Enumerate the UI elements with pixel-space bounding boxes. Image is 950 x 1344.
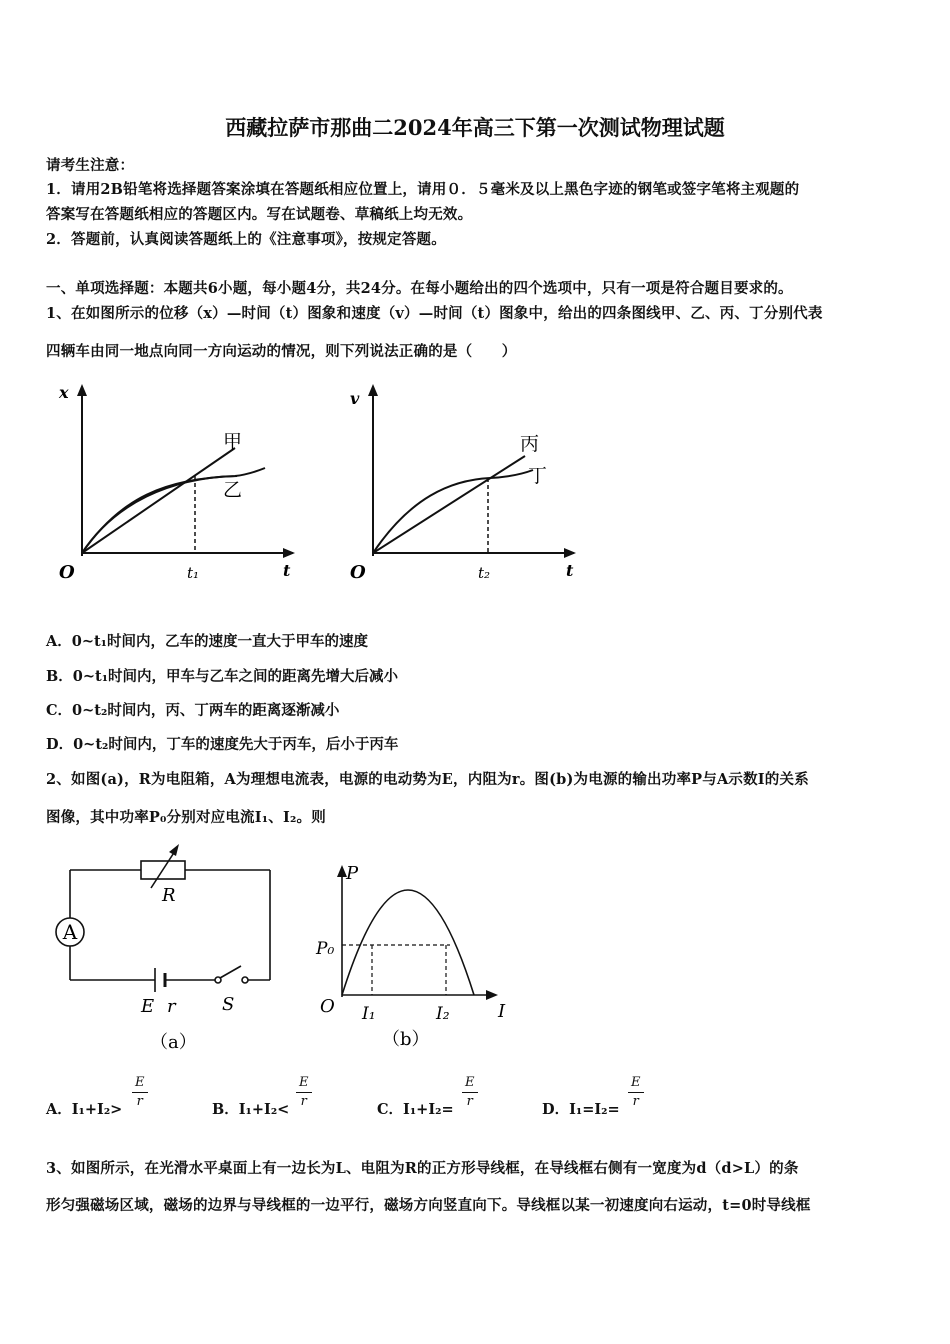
q2-circuit-diagram: [45, 830, 285, 1060]
i1-label: I₁: [362, 1004, 376, 1024]
ammeter-label: A: [62, 920, 78, 944]
internal-resistance-label: r: [167, 996, 176, 1017]
q1-option-a[interactable]: A．0~t₁时间内，乙车的速度一直大于甲车的速度: [46, 633, 369, 650]
q1-option-b[interactable]: B．0~t₁时间内，甲车与乙车之间的距离先增大后减小: [46, 668, 399, 685]
q1g1-jia-label: 甲: [223, 431, 243, 453]
q1-option-c[interactable]: C．0~t₂时间内，丙、丁两车的距离逐渐减小: [46, 702, 340, 719]
q2-stem-line-2: 图像，其中功率P₀分别对应电流I₁、I₂。则: [46, 809, 326, 826]
q1-stem-line-2: 四辆车由同一地点向同一方向运动的情况，则下列说法正确的是（ ）: [46, 343, 517, 360]
q1g2-ding-label: 丁: [528, 465, 548, 487]
i-axis-label: I: [498, 1001, 506, 1022]
q1g2-origin: O: [350, 562, 366, 583]
emf-label: E: [141, 996, 155, 1017]
q2-option-a-fraction: $\frac{E}{r}$: [132, 1074, 148, 1111]
q2-stem-line-1: 2、如图(a)，R为电阻箱，A为理想电流表，电源的电动势为E，内阻为r。图(b)为电源的输出功率P与A示数I的关系: [46, 771, 809, 788]
q2-option-b-fraction: $\frac{E}{r}$: [296, 1074, 312, 1111]
q2-option-a[interactable]: A．I₁+I₂>: [46, 1101, 123, 1118]
switch-label: S: [222, 994, 235, 1015]
q1-option-d[interactable]: D．0~t₂时间内，丁车的速度先大于丙车，后小于丙车: [46, 736, 399, 753]
q1g1-y-label: x: [59, 383, 69, 402]
q3-stem-line-2: 形匀强磁场区域，磁场的边界与导线框的一边平行，磁场方向竖直向下。导线框以某一初速度向右运动，t=0时导线框: [46, 1197, 811, 1214]
notice-heading: 请考生注意：: [46, 157, 135, 174]
q1g2-x-label: t: [566, 561, 574, 580]
q1g1-origin: O: [59, 562, 75, 583]
q1-xt-graph: [45, 378, 305, 590]
graph-origin: O: [320, 996, 335, 1017]
q1-stem-line-1: 1、在如图所示的位移（x）—时间（t）图象和速度（v）—时间（t）图象中，给出的四条图线甲、乙、丙、丁分别代表: [46, 305, 823, 322]
q1g1-x-label: t: [283, 561, 291, 580]
q1g1-yi-label: 乙: [223, 479, 243, 501]
section-heading: 一、单项选择题：本题共6小题，每小题4分，共24分。在每小题给出的四个选项中，只有一项是符合题目要求的。: [46, 280, 793, 297]
p0-label: P₀: [316, 939, 335, 959]
resistor-label: R: [162, 885, 176, 906]
notice-line-2: 答案写在答题纸相应的答题区内。写在试题卷、草稿纸上均无效。: [46, 206, 473, 223]
q2-option-c-fraction: $\frac{E}{r}$: [462, 1074, 478, 1111]
q1g2-t2-label: t₂: [478, 564, 491, 582]
notice-line-1: 1．请用2B铅笔将选择题答案涂填在答题纸相应位置上，请用０．５毫米及以上黑色字迹的钢笔或签字笔将主观题的: [46, 181, 800, 198]
q3-stem-line-1: 3、如图所示，在光滑水平桌面上有一边长为L、电阻为R的正方形导线框，在导线框右侧有一宽度为d（d>L）的条: [46, 1160, 799, 1177]
q2-power-current-graph: [300, 855, 530, 1055]
q2-option-c[interactable]: C．I₁+I₂=: [377, 1101, 454, 1118]
q2-option-d[interactable]: D．I₁=I₂=: [542, 1101, 620, 1118]
p-axis-label: P: [346, 863, 359, 884]
q1g2-bing-label: 丙: [520, 433, 540, 455]
q1-vt-graph: [330, 378, 590, 590]
graph-caption: （b）: [382, 1029, 430, 1050]
circuit-caption: （a）: [150, 1032, 197, 1053]
q1g1-t1-label: t₁: [187, 564, 200, 582]
q1g2-y-label: v: [350, 389, 360, 408]
q2-option-d-fraction: $\frac{E}{r}$: [628, 1074, 644, 1111]
page-title: 西藏拉萨市那曲二2024年高三下第一次测试物理试题: [225, 115, 725, 140]
notice-line-3: 2．答题前，认真阅读答题纸上的《注意事项》，按规定答题。: [46, 231, 446, 248]
i2-label: I₂: [436, 1004, 450, 1024]
q2-option-b[interactable]: B．I₁+I₂<: [212, 1101, 290, 1118]
